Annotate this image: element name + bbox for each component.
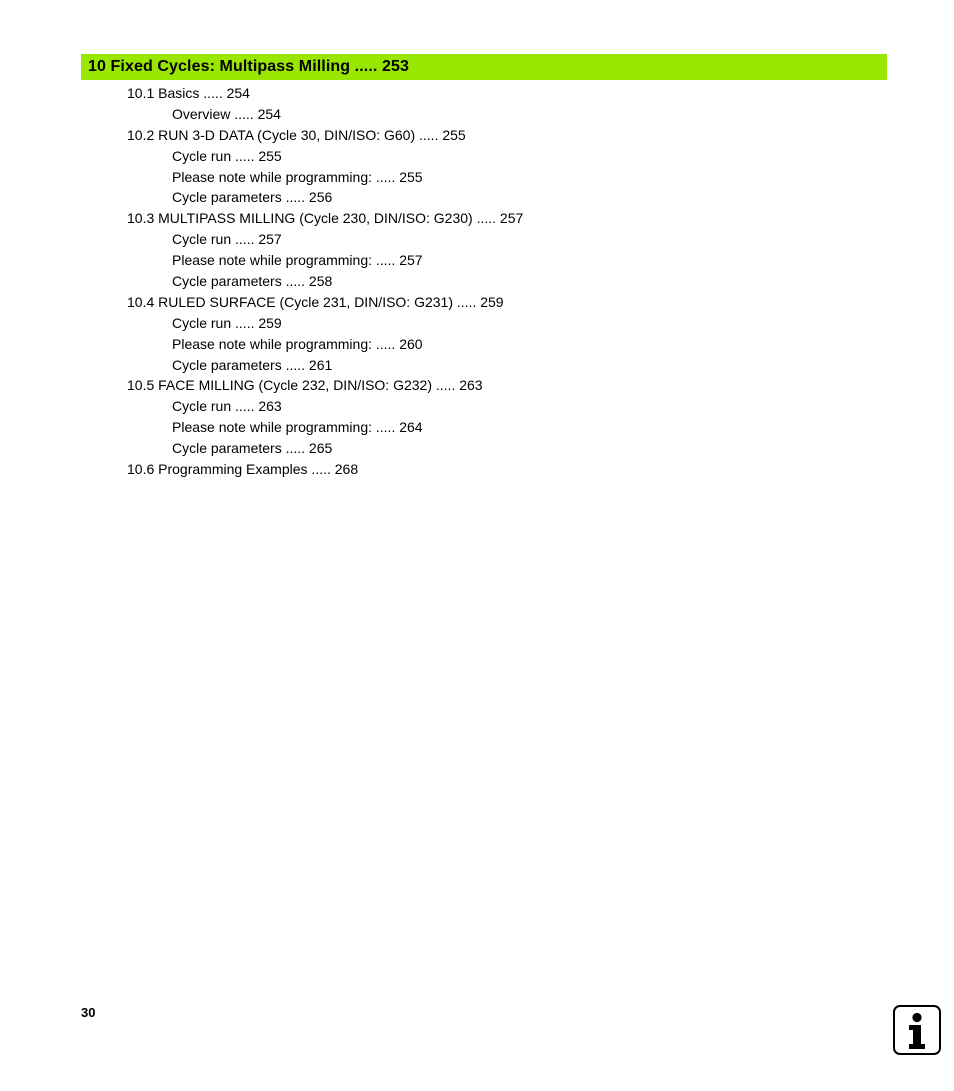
toc-subentry[interactable]: Cycle run ..... 263 bbox=[172, 398, 282, 415]
toc-subentry[interactable]: Cycle parameters ..... 265 bbox=[172, 440, 333, 457]
toc-entry[interactable]: 10.3 MULTIPASS MILLING (Cycle 230, DIN/ISO: G230) ..... 257 bbox=[127, 210, 524, 227]
toc-subentry[interactable]: Please note while programming: ..... 257 bbox=[172, 252, 423, 269]
toc-subentry[interactable]: Cycle run ..... 259 bbox=[172, 314, 282, 331]
info-icon bbox=[893, 1005, 941, 1055]
table-of-contents bbox=[127, 83, 523, 480]
toc-entry[interactable]: 10.6 Programming Examples ..... 268 bbox=[127, 461, 359, 478]
toc-entry[interactable]: 10.2 RUN 3-D DATA (Cycle 30, DIN/ISO: G60) ..... 255 bbox=[127, 126, 466, 143]
toc-subentry[interactable]: Cycle run ..... 257 bbox=[172, 231, 282, 248]
chapter-title[interactable]: 10 Fixed Cycles: Multipass Milling ..... 253 bbox=[88, 58, 409, 75]
toc-subentry[interactable]: Please note while programming: ..... 264 bbox=[172, 419, 423, 436]
toc-entry[interactable]: 10.1 Basics ..... 254 bbox=[127, 85, 250, 101]
toc-subentry[interactable]: Cycle parameters ..... 256 bbox=[172, 189, 333, 206]
toc-subentry[interactable]: Cycle parameters ..... 261 bbox=[172, 356, 333, 373]
toc-entry[interactable]: 10.4 RULED SURFACE (Cycle 231, DIN/ISO: G231) ..... 259 bbox=[127, 293, 504, 310]
page-number: 30 bbox=[81, 1005, 96, 1020]
toc-entry[interactable]: 10.5 FACE MILLING (Cycle 232, DIN/ISO: G232) ..... 263 bbox=[127, 377, 483, 394]
toc-subentry[interactable]: Please note while programming: ..... 255 bbox=[172, 168, 423, 185]
toc-subentry[interactable]: Cycle parameters ..... 258 bbox=[172, 273, 333, 290]
toc-subentry[interactable]: Please note while programming: ..... 260 bbox=[172, 335, 423, 352]
toc-subentry[interactable]: Cycle run ..... 255 bbox=[172, 147, 282, 164]
toc-subentry[interactable]: Overview ..... 254 bbox=[172, 105, 281, 122]
chapter-header bbox=[81, 54, 887, 80]
